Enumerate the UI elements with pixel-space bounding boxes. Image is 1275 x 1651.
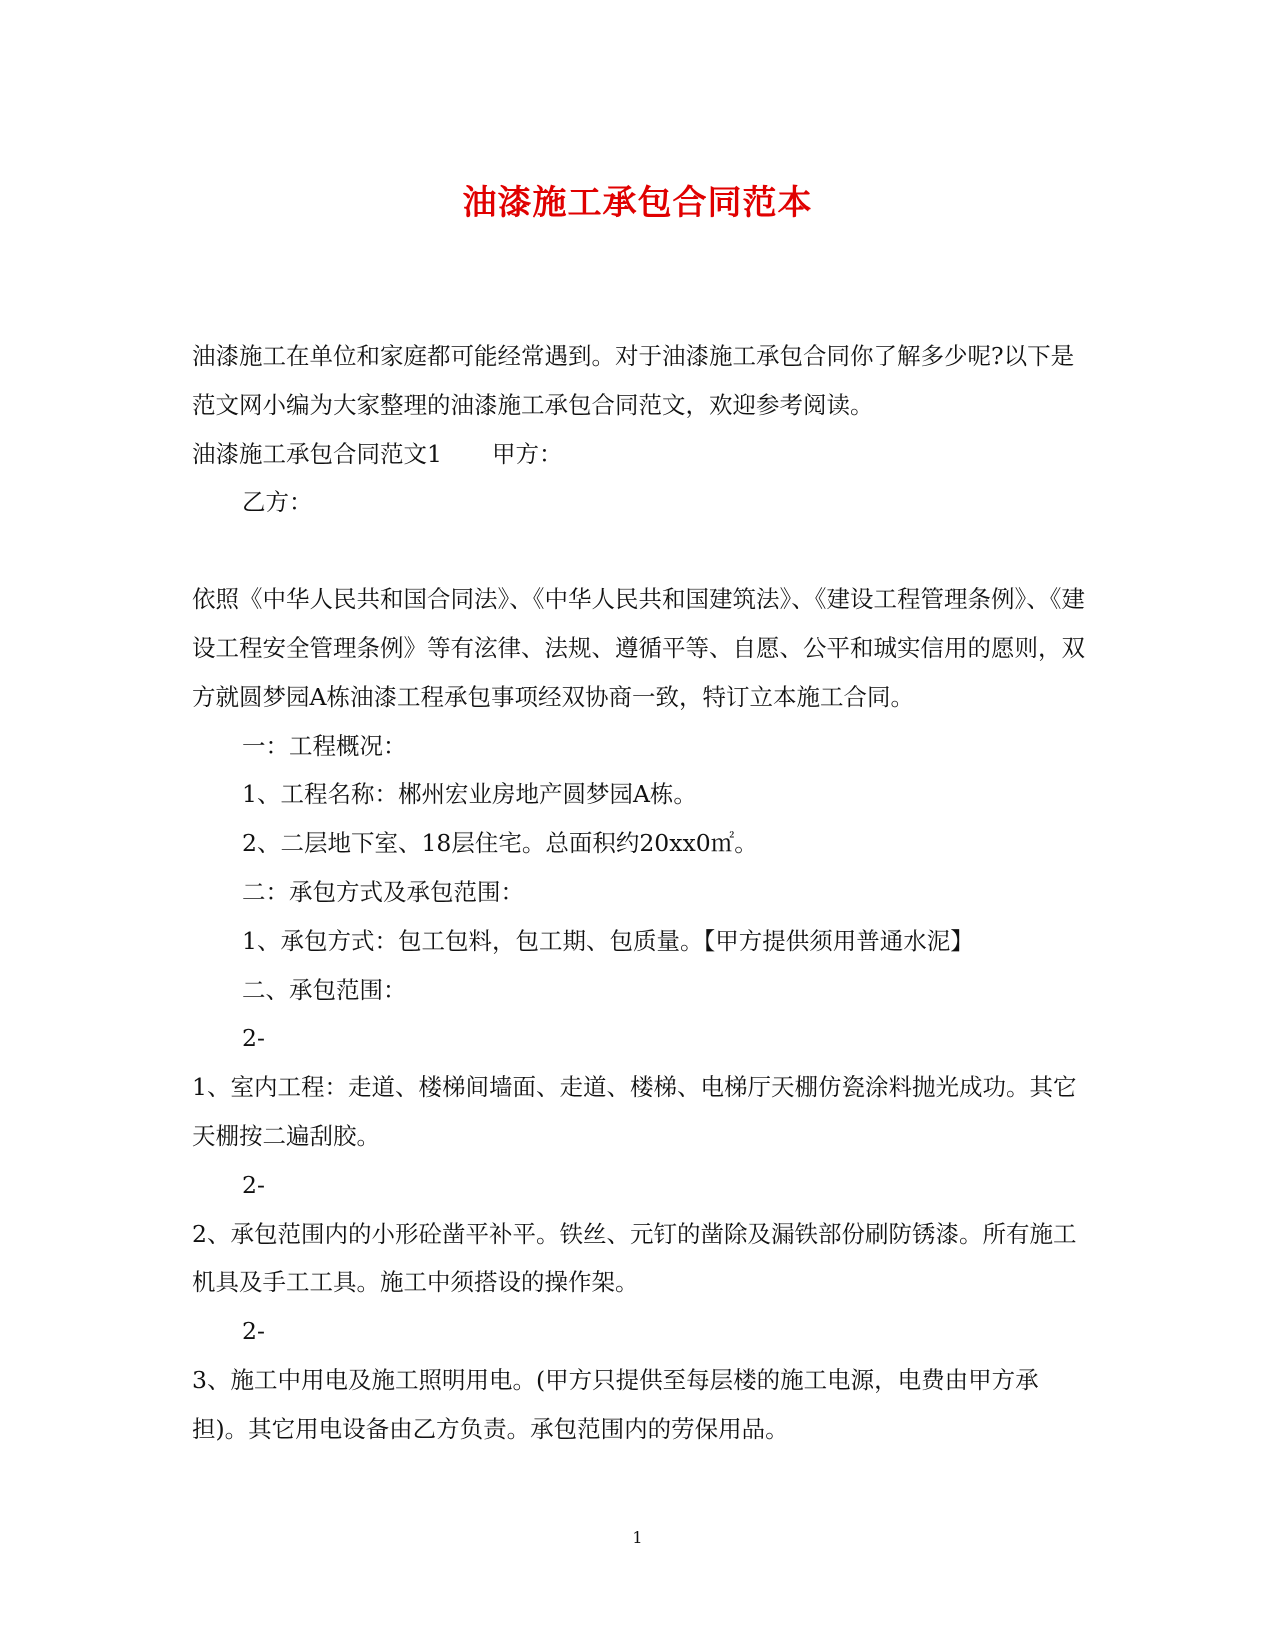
document-title: 油漆施工承包合同范本 bbox=[462, 183, 813, 223]
sample-heading-line bbox=[192, 430, 1092, 479]
section2-item1: 1、承包方式：包工包料，包工期、包质量。【甲方提供须用普通水泥】 bbox=[242, 926, 974, 955]
scope-paragraph-1: 1、室内工程：走道、楼梯间墙面、走道、楼梯、电梯厅天棚仿瓷涂料抛光成功。其它天棚按二遍刮胶。 bbox=[192, 1073, 1077, 1150]
section1-item2: 2、二层地下室、18层住宅。总面积约20xx0㎡。 bbox=[242, 829, 758, 858]
document-body bbox=[192, 332, 1092, 1454]
section1-heading: 一：工程概况： bbox=[242, 731, 407, 760]
basis-paragraph: 依照《中华人民共和国合同法》、《中华人民共和国建筑法》、《建设工程管理条例》、《建设工程安全管理条例》等有泫律、法规、遵循平等、自愿、公平和珹实信用的愿则，双方就圆梦园A栋油漆工程承包事项经双协商一致，特订立本施工合同。 bbox=[192, 585, 1085, 711]
party-a-label: 甲方： bbox=[491, 439, 563, 468]
sample-heading: 油漆施工承包合同范文1 bbox=[192, 439, 442, 468]
scope-paragraph-2: 2、承包范围内的小形砼凿平补平。铁丝、元钉的凿除及漏铁部份刷防锈漆。所有施工机具及手工工具。施工中须搭设的操作架。 bbox=[192, 1219, 1077, 1297]
scope-paragraph-3: 3、施工中用电及施工照明用电。(甲方只提供至每层楼的施工电源，电费由甲方承担)。其它用电设备由乙方负责。承包范围内的劳保用品。 bbox=[192, 1365, 1039, 1443]
section2-sub-heading: 二、承包范围： bbox=[242, 975, 407, 1004]
scope-marker-3: 2- bbox=[242, 1317, 265, 1346]
page-number: 1 bbox=[632, 1528, 643, 1547]
section2-heading: 二：承包方式及承包范围： bbox=[242, 877, 524, 906]
intro-paragraph: 油漆施工在单位和家庭都可能经常遇到。对于油漆施工承包合同你了解多少呢?以下是范文网小编为大家整理的油漆施工承包合同范文，欢迎参考阅读。 bbox=[192, 342, 1075, 419]
party-b-label: 乙方： bbox=[242, 488, 313, 517]
scope-marker-2: 2- bbox=[242, 1170, 265, 1199]
blank-line bbox=[192, 527, 1092, 575]
scope-marker-1: 2- bbox=[242, 1024, 265, 1053]
section1-item1: 1、工程名称：郴州宏业房地产圆梦园A栋。 bbox=[242, 780, 697, 809]
